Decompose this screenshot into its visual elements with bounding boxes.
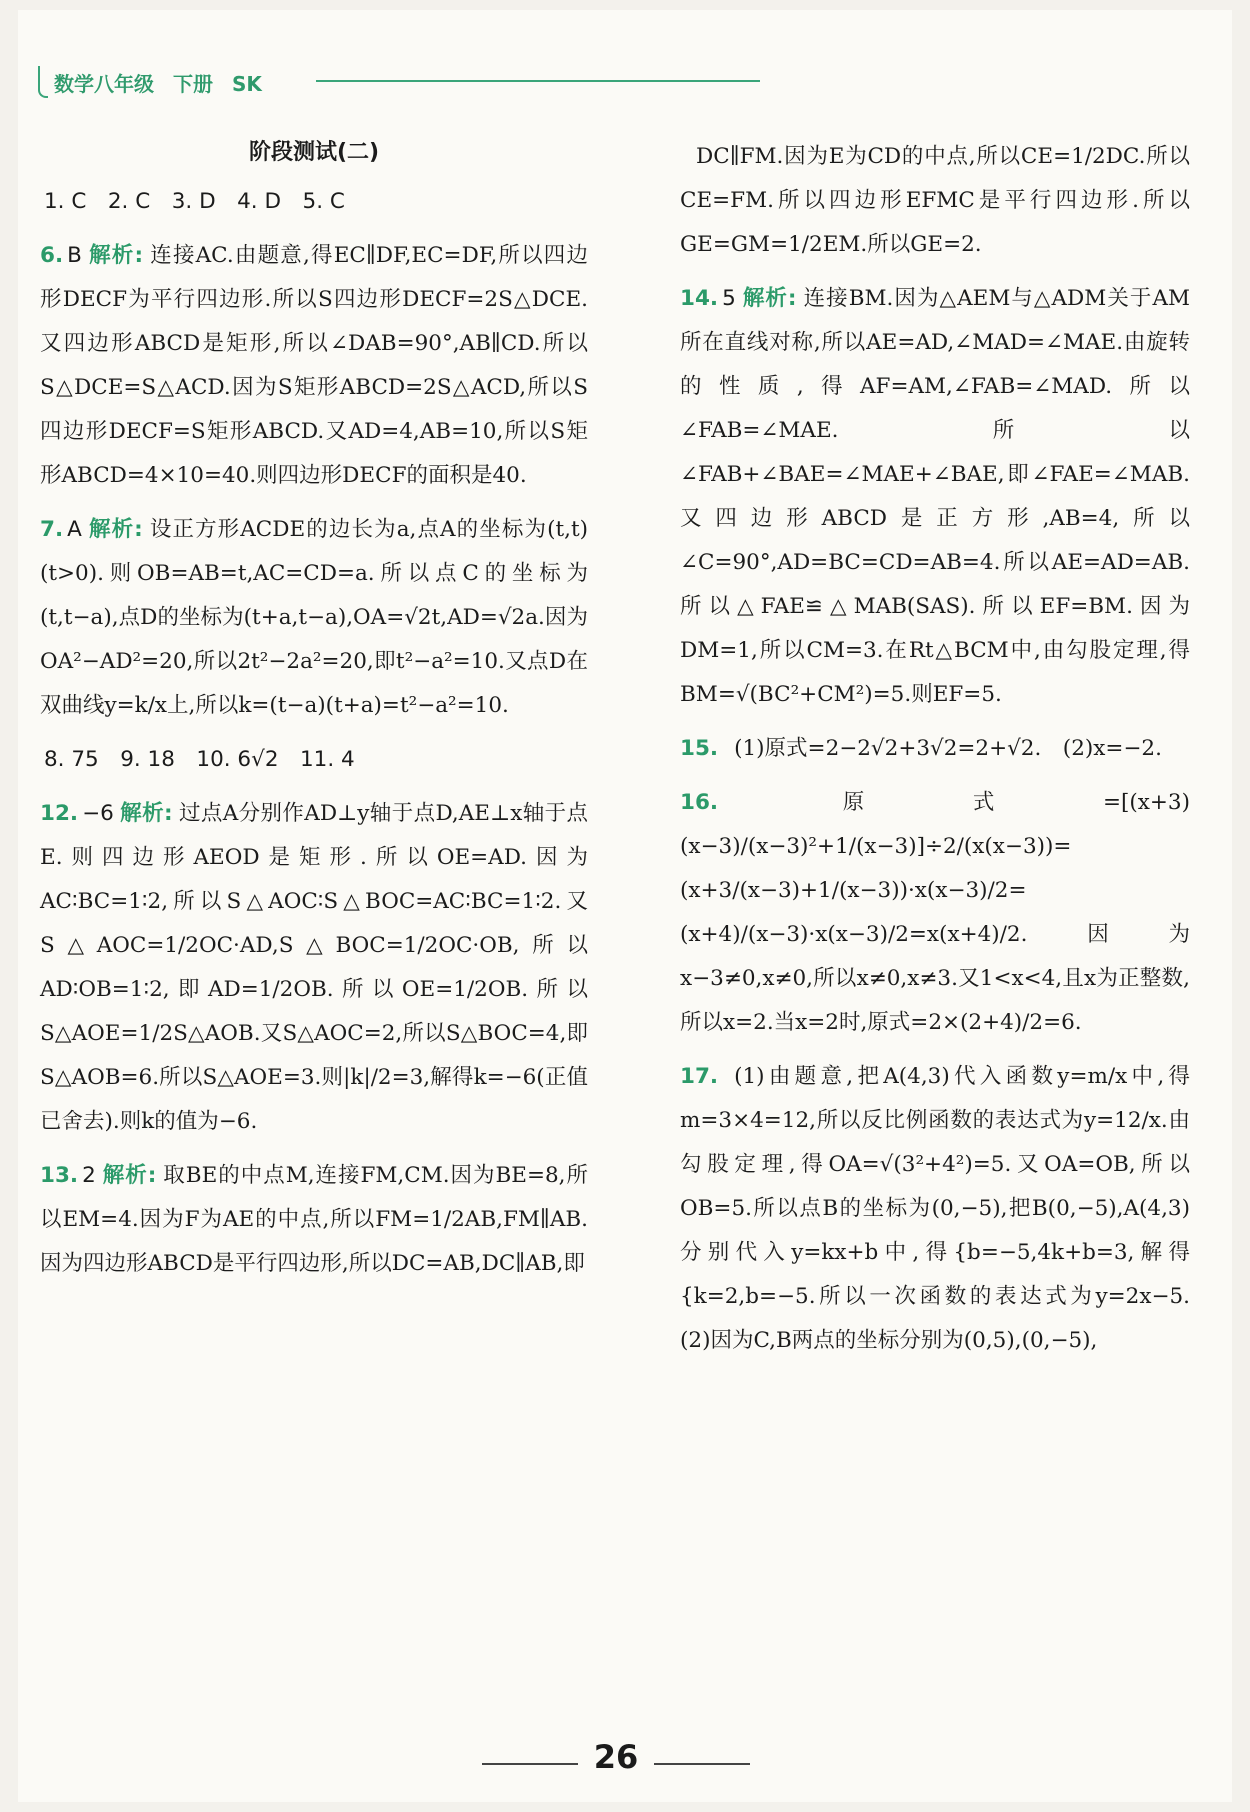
question-item [40,738,588,782]
question-number: 17. [680,1064,719,1089]
question-number: 15. [680,736,719,761]
analysis-tag: 解析: [741,286,797,311]
answer-choice: A [67,517,82,542]
solution-text: 过点A分别作AD⊥y轴于点D,AE⊥x轴于点E.则四边形AEOD是矩形.所以OE=AD.因为AC∶BC=1∶2,所以S△AOC∶S△BOC=AC∶BC=1∶2.又S△AOC=1/2OC·AD,S△BOC=1/2OC·OB,所以AD∶OB=1∶2,即AD=1/2OB.所以OE=1/2OB.所以S△AOE=1/2S△AOB.又S△AOC=2,所以S△BOC=4,即S△AOB=6.所以S△AOE=3.则|k|/2=3,解得k=−6(正值已舍去).则k的值为−6. [40,801,588,1134]
question-item [680,781,1190,1045]
left-column [40,135,588,1296]
solution-text: 连接BM.因为△AEM与△ADM关于AM所在直线对称,所以AE=AD,∠MAD=∠MAE.由旋转的性质,得AF=AM,∠FAB=∠MAD.所以∠FAB=∠MAE.所以∠FAB+∠BAE=∠MAE+∠BAE,即∠FAE=∠MAB.又四边形ABCD是正方形,AB=4,所以∠C=90°,AD=BC=CD=AB=4.所以AE=AD=AB.所以△FAE≌△MAB(SAS).所以EF=BM.因为DM=1,所以CM=3.在Rt△BCM中,由勾股定理,得BM=√(BC²+CM²)=5.则EF=5. [680,286,1190,707]
footer-rule-left [482,1763,578,1765]
right-column [680,135,1212,1373]
answer-choice: B [67,243,82,268]
solution-text: 原式=[(x+3)(x−3)/(x−3)²+1/(x−3)]÷2/(x(x−3))=(x+3/(x−3)+1/(x−3))·x(x−3)/2=(x+4)/(x−3)·x(x−3)/2=x(x+4)/2.因为x−3≠0,x≠0,所以x≠0,x≠3.又1<x<4,且x为正整数,所以x=2.当x=2时,原式=2×(2+4)/2=6. [680,790,1190,1035]
header-rule [316,80,760,82]
question-number: 16. [680,790,719,815]
answer-choice: 1. C 2. C 3. D 4. D 5. C [44,189,345,214]
page-title: 阶段测试(二) [248,140,380,165]
solution-text: 取BE的中点M,连接FM,CM.因为BE=8,所以EM=4.因为F为AE的中点,所以FM=1/2AB,FM∥AB.因为四边形ABCD是平行四边形,所以DC=AB,DC∥AB,即 [40,1163,588,1276]
header-volume: 下册 [172,72,213,96]
question-number: 12. [40,801,79,826]
question-item [40,234,588,498]
answer-choice: −6 [82,801,114,826]
question-item [680,727,1190,771]
analysis-tag: 解析: [87,517,143,542]
header-edition: SK [231,72,262,96]
question-item [40,508,588,728]
question-number: 7. [40,517,64,542]
header-subject: 数学八年级 [54,72,154,96]
solution-text: (1)原式=2−2√2+3√2=2+√2. (2)x=−2. [734,736,1162,761]
page-number: 26 [593,1738,639,1776]
solution-text: 连接AC.由题意,得EC∥DF,EC=DF,所以四边形DECF为平行四边形.所以S四边形DECF=2S△DCE.又四边形ABCD是矩形,所以∠DAB=90°,AB∥CD.所以S△DCE=S△ACD.因为S矩形ABCD=2S△ACD,所以S四边形DECF=S矩形ABCD.又AD=4,AB=10,所以S矩形ABCD=4×10=40.则四边形DECF的面积是40. [40,243,588,488]
analysis-tag: 解析: [101,1163,157,1188]
question-number: 13. [40,1163,79,1188]
solution-text: 设正方形ACDE的边长为a,点A的坐标为(t,t)(t>0).则OB=AB=t,AC=CD=a.所以点C的坐标为(t,t−a),点D的坐标为(t+a,t−a),OA=√2t,AD=√2a.因为OA²−AD²=20,所以2t²−2a²=20,即t²−a²=10.又点D在双曲线y=k/x上,所以k=(t−a)(t+a)=t²−a²=10. [40,517,588,718]
analysis-tag: 解析: [119,801,173,826]
question-item [40,792,588,1144]
question-number: 14. [680,286,719,311]
question-item [40,1154,588,1286]
answer-choice: 8. 75 9. 18 10. 6√2 11. 4 [44,747,355,772]
answer-choice: 5 [722,286,736,311]
footer-rule-right [654,1763,750,1765]
solution-text: DC∥FM.因为E为CD的中点,所以CE=1/2DC.所以CE=FM.所以四边形EFMC是平行四边形.所以GE=GM=1/2EM.所以GE=2. [680,144,1190,257]
question-item [680,1055,1212,1363]
question-number: 6. [40,243,64,268]
running-header [54,68,274,97]
answer-choice: 2 [82,1163,96,1188]
question-item [680,277,1190,717]
question-item [680,135,1190,267]
analysis-tag: 解析: [87,243,144,268]
solution-text: (1)由题意,把A(4,3)代入函数y=m/x中,得m=3×4=12,所以反比例函数的表达式为y=12/x.由勾股定理,得OA=√(3²+4²)=5.又OA=OB,所以OB=5.所以点B的坐标为(0,−5),把B(0,−5),A(4,3)分别代入y=kx+b中,得{b=−5,4k+b=3,解得{k=2,b=−5.所以一次函数的表达式为y=2x−5. (2)因为C,B两点的坐标分别为(0,5),(0,−5), [680,1064,1212,1353]
header-bracket [38,66,48,98]
question-item [40,180,588,224]
